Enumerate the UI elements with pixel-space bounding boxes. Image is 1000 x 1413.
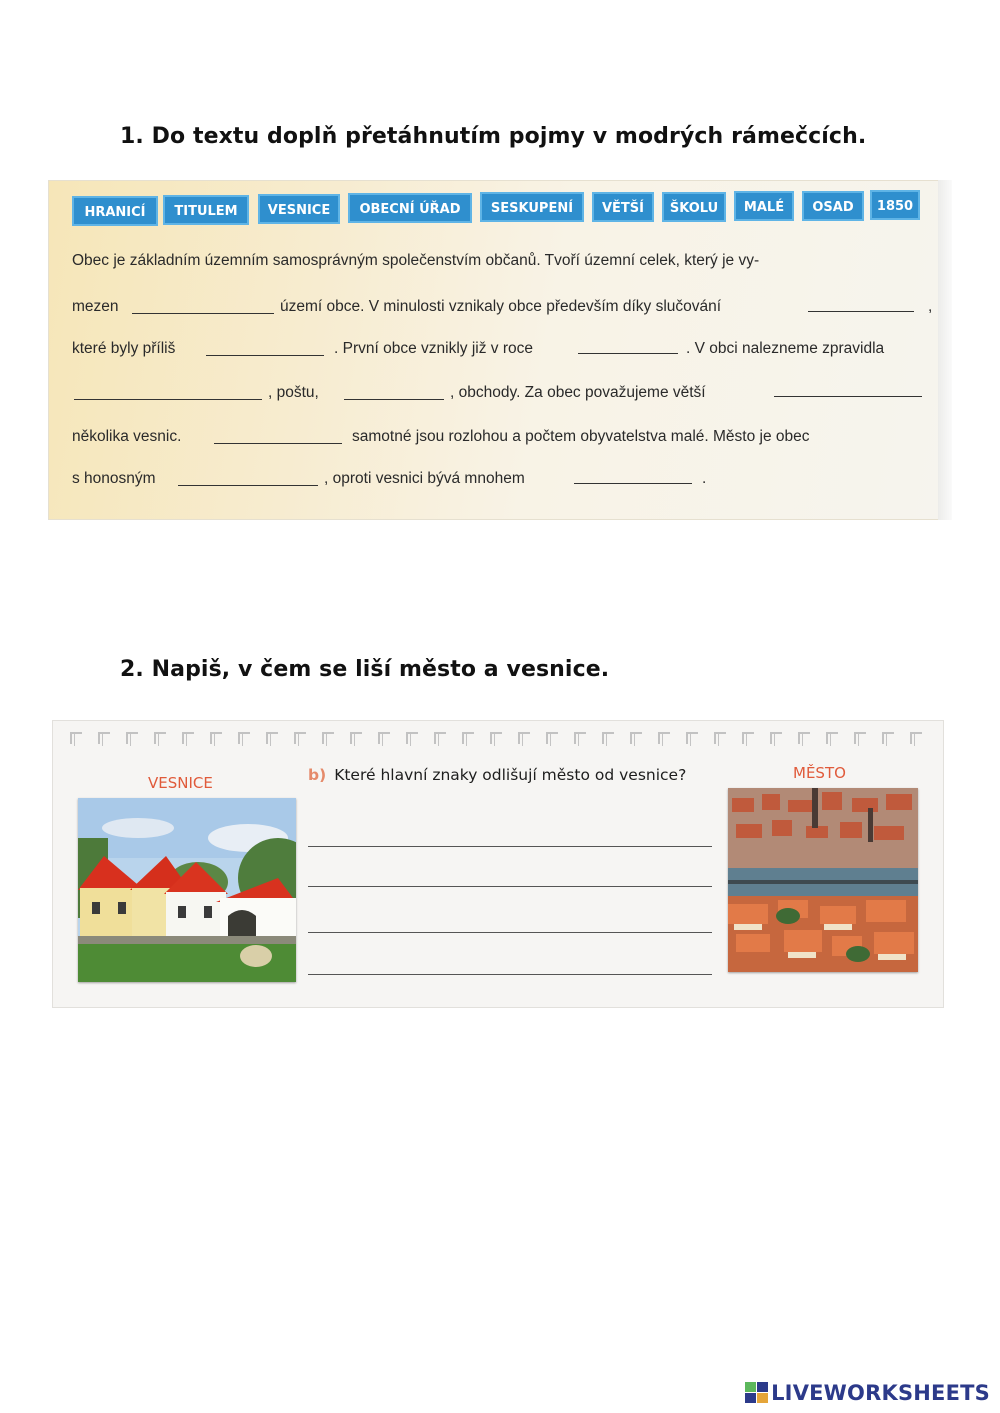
exercise-2-heading: 2. Napiš, v čem se liší město a vesnice. — [120, 657, 610, 682]
text-segment: . První obce vznikly již v roce — [334, 340, 533, 357]
city-label: MĚSTO — [793, 764, 846, 782]
word-chip[interactable]: SESKUPENÍ — [480, 192, 584, 222]
text-segment: . V obci nalezneme zpravidla — [686, 340, 885, 357]
exercise-1-heading: 1. Do textu doplň přetáhnutím pojmy v modrých rámečcích. — [120, 124, 867, 149]
text-segment: mezen — [72, 298, 119, 315]
word-chip[interactable]: ŠKOLU — [662, 192, 726, 222]
answer-blank[interactable] — [206, 355, 324, 356]
text-segment: . — [702, 470, 707, 487]
text-segment: s honosným — [72, 470, 156, 487]
answer-blank[interactable] — [574, 483, 692, 484]
answer-blank[interactable] — [178, 485, 318, 486]
brand-name: LIVEWORKSHEETS — [771, 1381, 990, 1405]
exercise-2-panel — [52, 720, 944, 1008]
text-segment: Obec je základním územním samosprávným společenstvím občanů. Tvoří územní celek, který je vy- — [72, 252, 760, 269]
text-segment: , — [928, 298, 933, 315]
answer-blank[interactable] — [578, 353, 678, 354]
answer-line[interactable] — [308, 846, 712, 847]
answer-line[interactable] — [308, 932, 712, 933]
text-segment: samotné jsou rozlohou a počtem obyvatelstva malé. Město je obec — [352, 428, 810, 445]
answer-blank[interactable] — [214, 443, 342, 444]
word-chip[interactable]: HRANICÍ — [72, 196, 158, 226]
word-chip[interactable]: TITULEM — [163, 195, 249, 225]
answer-blank[interactable] — [808, 311, 914, 312]
word-chip[interactable]: 1850 — [870, 190, 920, 220]
question — [308, 766, 686, 784]
answer-blank[interactable] — [74, 399, 262, 400]
answer-blank[interactable] — [774, 396, 922, 397]
decorative-border — [70, 732, 932, 746]
text-segment: , poštu, — [268, 384, 319, 401]
liveworksheets-brand — [745, 1380, 990, 1406]
text-segment: , oproti vesnici bývá mnohem — [324, 470, 525, 487]
exercise-1-panel — [48, 180, 952, 520]
question-marker: b) — [308, 766, 327, 784]
village-label: VESNICE — [148, 774, 213, 792]
word-chip[interactable]: MALÉ — [734, 191, 794, 221]
answer-line[interactable] — [308, 974, 712, 975]
word-chip[interactable]: VĚTŠÍ — [592, 192, 654, 222]
answer-blank[interactable] — [132, 313, 274, 314]
word-chip[interactable]: VESNICE — [258, 194, 340, 224]
village-photo — [78, 798, 296, 982]
word-chip[interactable]: OSAD — [802, 191, 864, 221]
answer-line[interactable] — [308, 886, 712, 887]
answer-blank[interactable] — [344, 399, 444, 400]
text-segment: území obce. V minulosti vznikaly obce především díky slučování — [280, 298, 722, 315]
text-segment: , obchody. Za obec považujeme větší — [450, 384, 706, 401]
liveworksheets-logo-icon — [745, 1382, 769, 1404]
text-segment: několika vesnic. — [72, 428, 182, 445]
word-bank — [72, 192, 922, 226]
text-segment: které byly příliš — [72, 340, 176, 357]
word-chip[interactable]: OBECNÍ ÚŘAD — [348, 193, 472, 223]
city-photo — [728, 788, 918, 972]
question-text: Které hlavní znaky odlišují město od vesnice? — [334, 766, 687, 784]
